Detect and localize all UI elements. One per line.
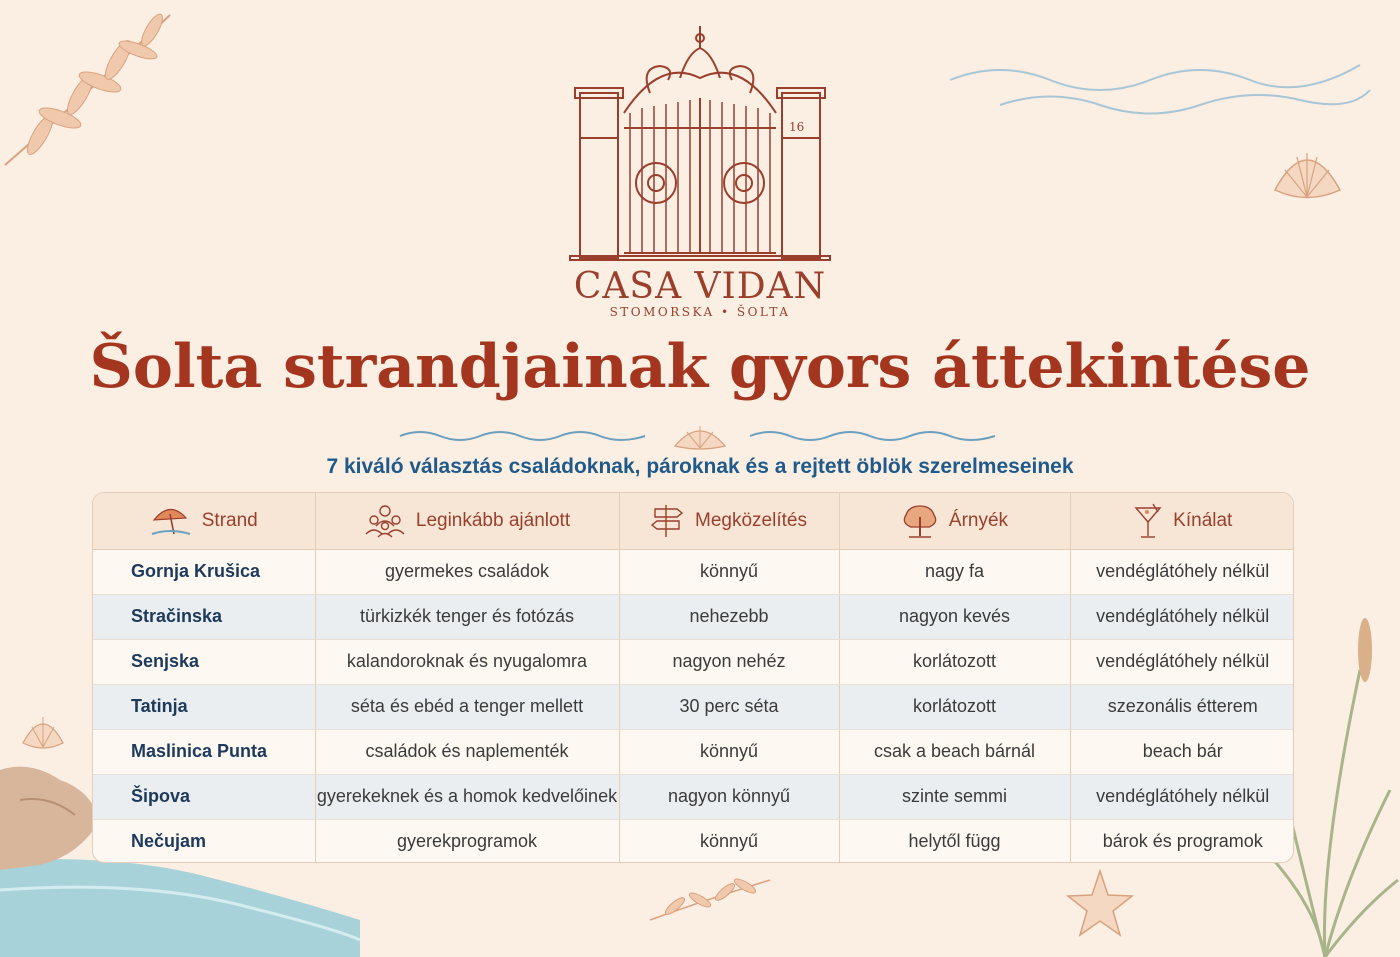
offer-cell: vendéglátóhely nélkül bbox=[1070, 594, 1294, 639]
access-cell: könnyű bbox=[619, 549, 839, 594]
shade-cell: nagyon kevés bbox=[839, 594, 1070, 639]
column-header-offer: Kínálat bbox=[1070, 493, 1294, 549]
brand-location: STOMORSKA • ŠOLTA bbox=[609, 305, 791, 319]
beach-name-cell: Stračinska bbox=[93, 594, 315, 639]
column-header-recommended: Leginkább ajánlott bbox=[315, 493, 619, 549]
recommended-cell: séta és ebéd a tenger mellett bbox=[315, 684, 619, 729]
access-cell: könnyű bbox=[619, 729, 839, 774]
page-title: Šolta strandjainak gyors áttekintése bbox=[89, 332, 1311, 402]
starfish-icon bbox=[1065, 868, 1135, 938]
offer-cell: vendéglátóhely nélkül bbox=[1070, 639, 1294, 684]
table-row bbox=[93, 729, 1294, 774]
beaches-table bbox=[93, 493, 1294, 863]
recommended-cell: kalandoroknak és nyugalomra bbox=[315, 639, 619, 684]
beach-name-cell: Maslinica Punta bbox=[93, 729, 315, 774]
olive-sprig-illustration bbox=[645, 870, 775, 930]
shade-cell: szinte semmi bbox=[839, 774, 1070, 819]
column-header-access: Megközelítés bbox=[619, 493, 839, 549]
table-header-row bbox=[93, 493, 1294, 549]
beach-name-cell: Senjska bbox=[93, 639, 315, 684]
offer-cell: beach bár bbox=[1070, 729, 1294, 774]
table-row bbox=[93, 639, 1294, 684]
offer-cell: bárok és programok bbox=[1102, 831, 1263, 852]
seashell-icon bbox=[1265, 135, 1350, 210]
beach-umbrella-icon bbox=[150, 504, 192, 538]
shade-cell: csak a beach bárnál bbox=[839, 729, 1070, 774]
offer-cell: vendéglátóhely nélkül bbox=[1070, 774, 1294, 819]
wave-divider bbox=[395, 418, 1005, 452]
access-cell: nagyon nehéz bbox=[619, 639, 839, 684]
table-row bbox=[93, 684, 1294, 729]
people-icon bbox=[364, 504, 406, 538]
offer-cell: szezonális étterem bbox=[1070, 684, 1294, 729]
shade-cell: helytől függ bbox=[839, 819, 1070, 863]
table-row bbox=[93, 819, 1294, 863]
access-cell: nagyon könnyű bbox=[619, 774, 839, 819]
page-subtitle: 7 kiváló választás családoknak, pároknak és a rejtett öblök szerelmeseinek bbox=[326, 455, 1074, 478]
recommended-cell: családok és naplementék bbox=[315, 729, 619, 774]
access-cell: 30 perc séta bbox=[619, 684, 839, 729]
beach-name-cell: Gornja Krušica bbox=[93, 549, 315, 594]
gate-icon bbox=[560, 18, 840, 278]
access-cell: könnyű bbox=[619, 819, 839, 863]
table-row bbox=[93, 774, 1294, 819]
signpost-icon bbox=[651, 503, 685, 539]
table-row bbox=[93, 594, 1294, 639]
recommended-cell: gyerekeknek és a homok kedvelőinek bbox=[315, 774, 619, 819]
beaches-table-card bbox=[92, 492, 1294, 863]
table-row bbox=[93, 549, 1294, 594]
access-cell: nehezebb bbox=[619, 594, 839, 639]
cocktail-icon bbox=[1133, 502, 1163, 540]
tree-icon bbox=[901, 503, 939, 539]
offer-cell: vendéglátóhely nélkül bbox=[1070, 549, 1294, 594]
recommended-cell: gyermekes családok bbox=[315, 549, 619, 594]
beach-name-cell: Nečujam bbox=[93, 819, 315, 863]
brand-name: CASA VIDAN bbox=[573, 266, 827, 307]
waves-illustration bbox=[940, 50, 1380, 140]
beach-name-cell: Šipova bbox=[93, 774, 315, 819]
recommended-cell: türkizkék tenger és fotózás bbox=[315, 594, 619, 639]
recommended-cell: gyerekprogramok bbox=[315, 819, 619, 863]
shade-cell: nagy fa bbox=[839, 549, 1070, 594]
olive-branch-illustration bbox=[0, 0, 200, 180]
shade-cell: korlátozott bbox=[839, 639, 1070, 684]
column-header-strand: Strand bbox=[93, 493, 315, 549]
seashell-icon bbox=[18, 705, 68, 755]
shade-cell: korlátozott bbox=[839, 684, 1070, 729]
column-header-shade: Árnyék bbox=[839, 493, 1070, 549]
house-number: 16 bbox=[789, 120, 805, 134]
beach-name-cell: Tatinja bbox=[93, 684, 315, 729]
